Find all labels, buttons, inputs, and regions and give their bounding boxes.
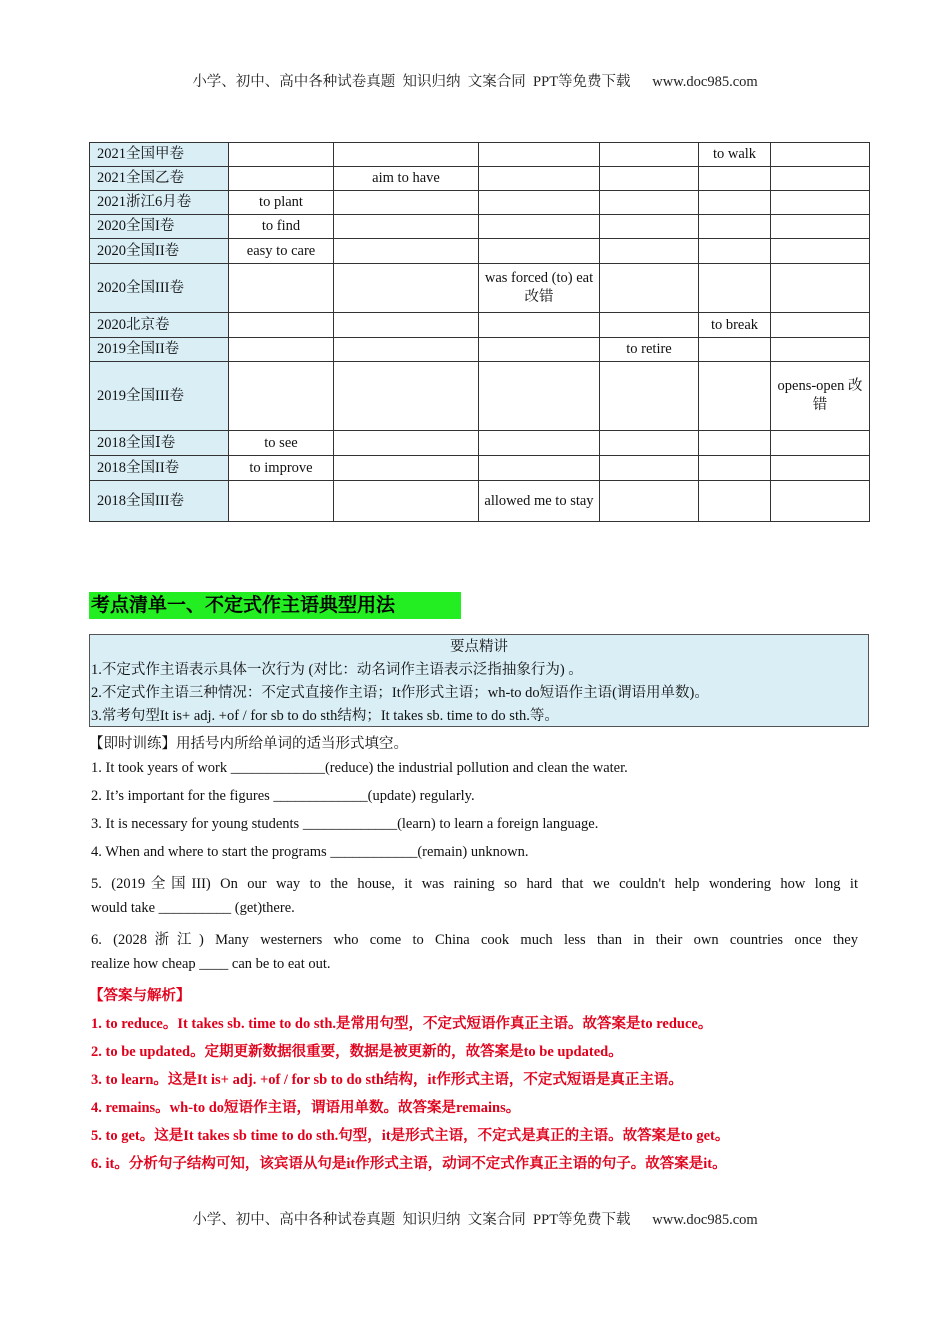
exam-answer-cell: to improve (229, 456, 334, 481)
exam-answer-cell (334, 143, 479, 167)
exam-year-cell: 2020全国III卷 (90, 264, 229, 313)
question-1: 1. It took years of work _____________(reduce) the industrial pollution and clean the water. (91, 760, 628, 776)
exam-table-row (90, 167, 870, 191)
exam-table-row (90, 239, 870, 264)
exam-table-row (90, 431, 870, 456)
exam-answer-cell (479, 167, 600, 191)
exam-answer-cell (600, 313, 699, 338)
exam-answer-cell (771, 338, 870, 362)
exam-answer-cell (479, 313, 600, 338)
exam-table-row (90, 456, 870, 481)
page-footer: 小学、初中、高中各种试卷真题 知识归纳 文案合同 PPT等免费下载 www.doc985.com (192, 1212, 758, 1228)
question-4: 4. When and where to start the programs ____________(remain) unknown. (91, 844, 529, 860)
exam-answer-cell (479, 362, 600, 431)
exam-table-body (90, 143, 870, 522)
exam-year-cell: 2021全国甲卷 (90, 143, 229, 167)
exam-answer-cell (229, 143, 334, 167)
exam-answer-cell (699, 239, 771, 264)
exam-year-cell: 2019全国II卷 (90, 338, 229, 362)
exam-year-cell: 2019全国III卷 (90, 362, 229, 431)
exam-answer-cell (334, 239, 479, 264)
exam-answer-cell (229, 362, 334, 431)
answer-6: 6. it。分析句子结构可知，该宾语从句是it作形式主语，动词不定式作真正主语的句子。故答案是it。 (91, 1156, 727, 1172)
exam-answer-cell: to plant (229, 191, 334, 215)
exam-table-row (90, 191, 870, 215)
exam-answer-cell: to see (229, 431, 334, 456)
exam-answer-cell (771, 313, 870, 338)
keypoint-line: 1.不定式作主语表示具体一次行为 (对比：动名词作主语表示泛指抽象行为) 。 (91, 662, 583, 678)
exam-answer-cell (600, 191, 699, 215)
exam-answer-cell (334, 264, 479, 313)
exam-table-row (90, 362, 870, 431)
exam-year-cell: 2020全国II卷 (90, 239, 229, 264)
exam-answer-cell (600, 481, 699, 522)
exam-year-cell: 2021全国乙卷 (90, 167, 229, 191)
exam-answer-cell (699, 362, 771, 431)
exam-answer-cell (600, 456, 699, 481)
exam-answer-cell (699, 338, 771, 362)
question-5-line-1: 5. (2019全国III) On our way to the house, it was raining so hard that we couldn't help wondering how long it (91, 876, 858, 892)
exam-answer-cell (600, 431, 699, 456)
exam-year-cell: 2021浙江6月卷 (90, 191, 229, 215)
exam-answer-cell (600, 264, 699, 313)
exam-year-cell: 2020北京卷 (90, 313, 229, 338)
answer-3: 3. to learn。这是It is+ adj. +of / for sb to do sth结构，it作形式主语，不定式短语是真正主语。 (91, 1072, 683, 1088)
exam-answer-cell (229, 338, 334, 362)
exam-year-cell: 2018全国III卷 (90, 481, 229, 522)
exam-answer-cell (479, 431, 600, 456)
exam-table-row (90, 338, 870, 362)
answer-4: 4. remains。wh-to do短语作主语，谓语用单数。故答案是remains。 (91, 1100, 521, 1116)
exam-answer-cell (699, 167, 771, 191)
exam-answer-cell (699, 191, 771, 215)
exam-answer-cell (771, 481, 870, 522)
exam-answer-cell (334, 191, 479, 215)
exam-answer-cell (479, 239, 600, 264)
exam-answer-cell (699, 456, 771, 481)
answers-heading: 【答案与解析】 (89, 988, 191, 1004)
answer-5: 5. to get。这是It takes sb time to do sth.句型，it是形式主语，不定式是真正的主语。故答案是to get。 (91, 1128, 730, 1144)
exam-answer-cell (479, 215, 600, 239)
keypoints-title: 要点精讲 (450, 639, 508, 655)
exam-answer-cell (600, 143, 699, 167)
exam-answer-cell (600, 239, 699, 264)
exam-table-row (90, 215, 870, 239)
exam-answer-cell (699, 215, 771, 239)
exam-answer-cell: allowed me to stay (479, 481, 600, 522)
exam-answer-cell (600, 215, 699, 239)
exam-answer-cell: to break (699, 313, 771, 338)
exam-answer-cell (699, 431, 771, 456)
exam-answer-cell (600, 167, 699, 191)
exam-table-row (90, 481, 870, 522)
exam-year-cell: 2020全国I卷 (90, 215, 229, 239)
exam-answer-cell: to retire (600, 338, 699, 362)
exam-answer-cell (479, 338, 600, 362)
section-title: 考点清单一、不定式作主语典型用法 (89, 592, 461, 619)
question-3: 3. It is necessary for young students _____________(learn) to learn a foreign language. (91, 816, 599, 832)
exam-answer-cell (229, 481, 334, 522)
keypoint-line: 3.常考句型It is+ adj. +of / for sb to do sth结构；It takes sb. time to do sth.等。 (91, 708, 559, 724)
exam-answer-cell (600, 362, 699, 431)
exam-answer-cell (334, 431, 479, 456)
exam-answer-cell (699, 264, 771, 313)
exam-answer-cell (229, 313, 334, 338)
question-5-line-2: would take __________ (get)there. (91, 900, 295, 916)
exam-answer-cell (479, 191, 600, 215)
question-2: 2. It’s important for the figures _____________(update) regularly. (91, 788, 475, 804)
exam-answer-cell (771, 191, 870, 215)
keypoints-box (89, 634, 869, 727)
practice-instruction: 【即时训练】用括号内所给单词的适当形式填空。 (89, 736, 408, 752)
exam-answer-cell (479, 456, 600, 481)
exam-answer-cell: to walk (699, 143, 771, 167)
exam-table-row (90, 264, 870, 313)
exam-answer-cell (699, 481, 771, 522)
exam-answer-cell (771, 239, 870, 264)
exam-answer-cell: easy to care (229, 239, 334, 264)
exam-table (89, 142, 870, 522)
exam-answer-cell (334, 215, 479, 239)
exam-answer-cell (334, 362, 479, 431)
question-6-line-2: realize how cheap ____ can be to eat out. (91, 956, 331, 972)
exam-answer-cell (334, 338, 479, 362)
question-6-line-1: 6. (2028浙江) Many westerners who come to China cook much less than in their own countries once they (91, 932, 858, 948)
exam-answer-cell (334, 313, 479, 338)
exam-answer-cell (334, 481, 479, 522)
exam-answer-cell (479, 143, 600, 167)
exam-answer-cell: was forced (to) eat 改错 (479, 264, 600, 313)
answer-1: 1. to reduce。It takes sb. time to do sth.是常用句型，不定式短语作真正主语。故答案是to reduce。 (91, 1016, 713, 1032)
exam-answer-cell (771, 143, 870, 167)
exam-answer-cell (771, 215, 870, 239)
exam-table-row (90, 313, 870, 338)
keypoint-line: 2.不定式作主语三种情况：不定式直接作主语；It作形式主语；wh-to do短语作主语(谓语用单数)。 (91, 685, 709, 701)
exam-answer-cell: opens-open 改错 (771, 362, 870, 431)
answer-2: 2. to be updated。定期更新数据很重要，数据是被更新的，故答案是to be updated。 (91, 1044, 623, 1060)
exam-year-cell: 2018全国Ⅰ卷 (90, 431, 229, 456)
exam-answer-cell (771, 264, 870, 313)
exam-answer-cell (771, 456, 870, 481)
page-header: 小学、初中、高中各种试卷真题 知识归纳 文案合同 PPT等免费下载 www.doc985.com (192, 74, 758, 90)
exam-answer-cell: to find (229, 215, 334, 239)
exam-answer-cell (771, 431, 870, 456)
exam-answer-cell (229, 264, 334, 313)
exam-answer-cell (334, 456, 479, 481)
exam-answer-cell: aim to have (334, 167, 479, 191)
exam-answer-cell (771, 167, 870, 191)
exam-answer-cell (229, 167, 334, 191)
exam-table-row (90, 143, 870, 167)
exam-year-cell: 2018全国II卷 (90, 456, 229, 481)
